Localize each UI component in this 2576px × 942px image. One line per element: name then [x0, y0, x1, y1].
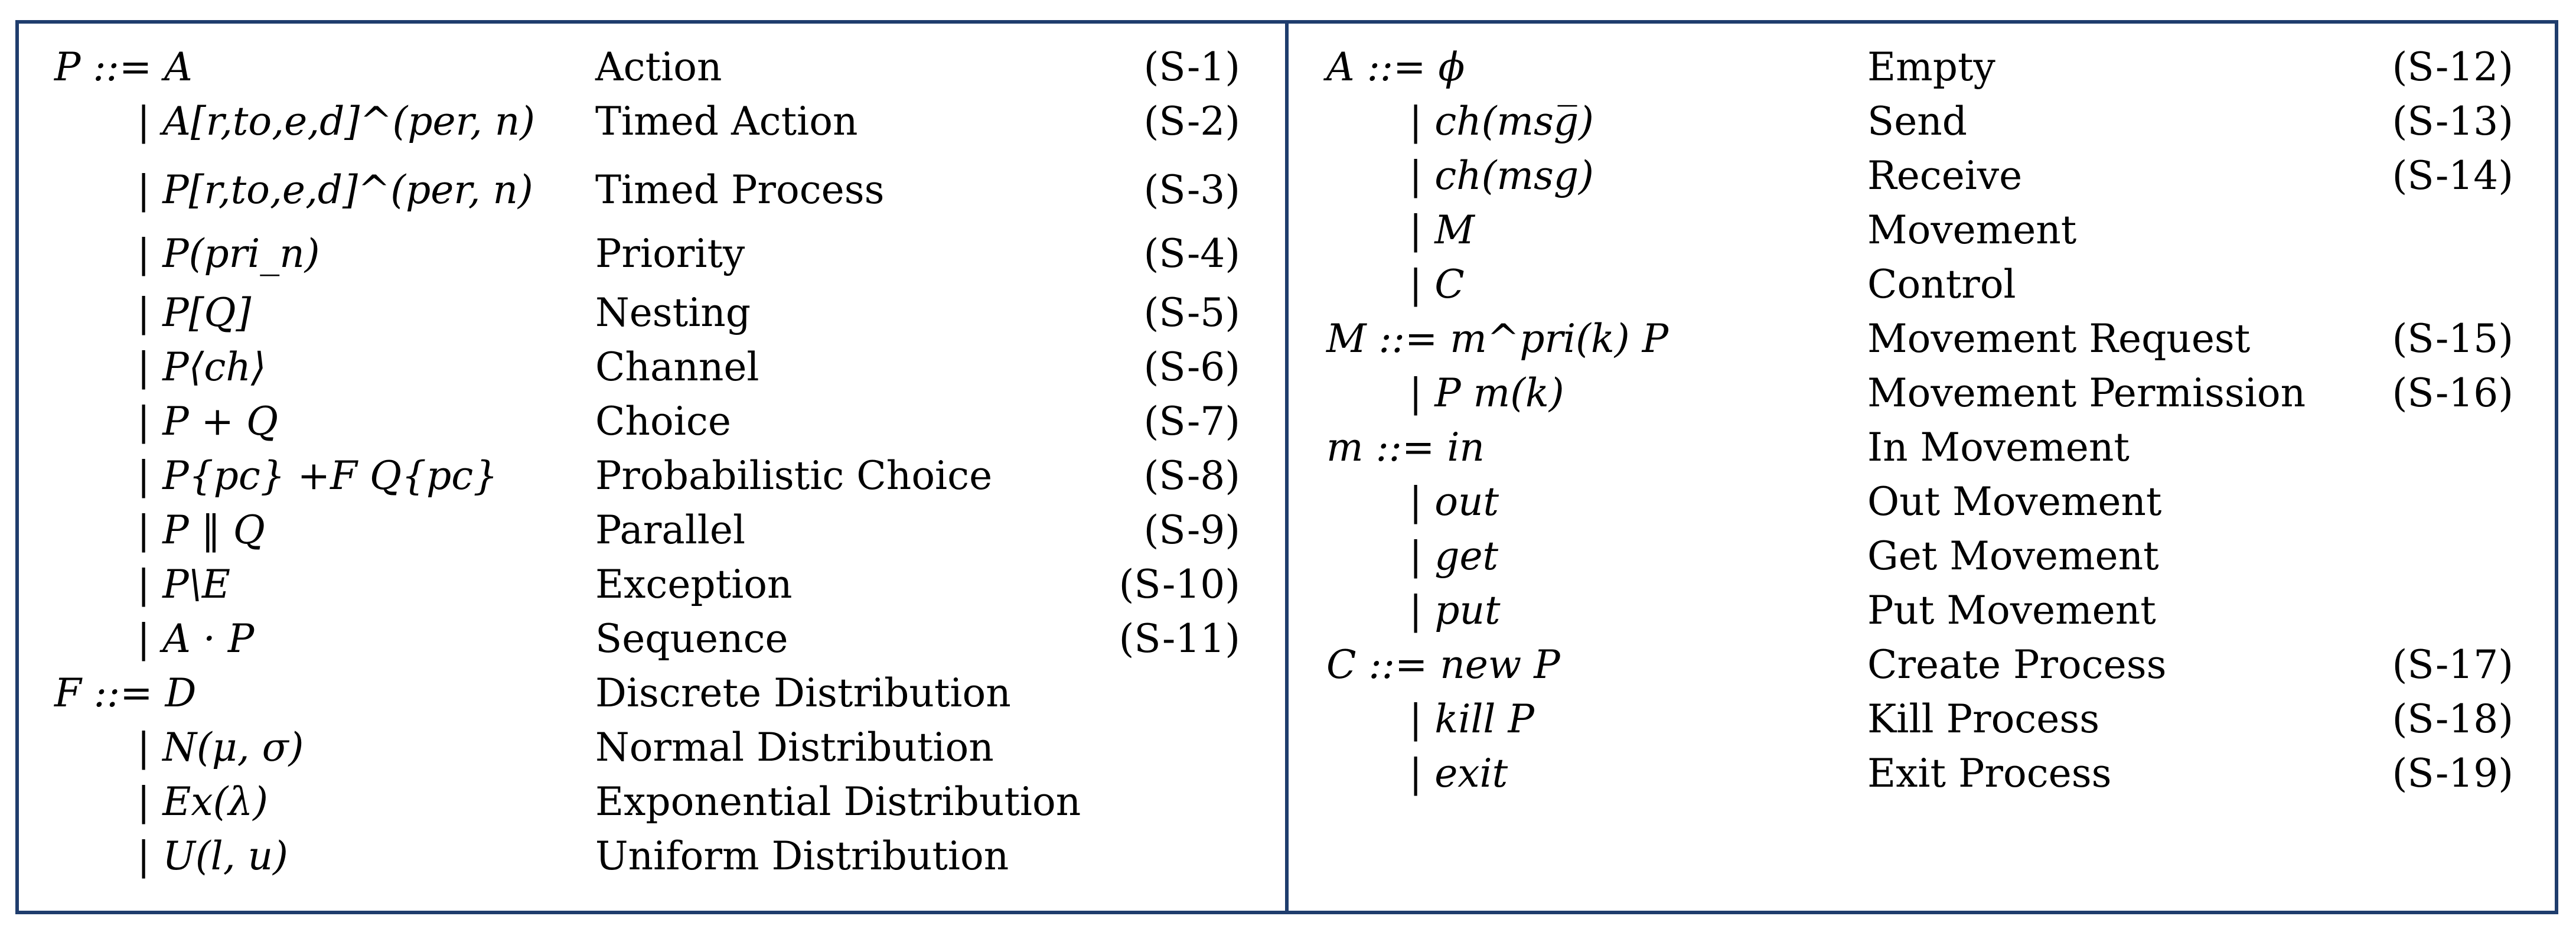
rule-description: Parallel [595, 507, 746, 553]
rule-description: Receive [1867, 153, 2023, 198]
rule-description: Create Process [1867, 642, 2167, 687]
rule-label: (S-9) [1143, 507, 1240, 553]
rule-label: (S-5) [1143, 290, 1240, 335]
rule-label: (S-3) [1143, 167, 1240, 213]
rule-description: Normal Distribution [595, 725, 994, 770]
grammar-expression: | P[Q] [137, 290, 252, 335]
rule-description: Out Movement [1867, 479, 2162, 524]
grammar-row [0, 475, 2576, 529]
grammar-expression: | P[r,to,e,d]^(per, n) [137, 167, 533, 213]
rule-description: Timed Action [595, 99, 858, 144]
grammar-expression: | P\E [137, 562, 231, 607]
rule-label: (S-2) [1143, 99, 1240, 144]
rule-label: (S-7) [1143, 399, 1240, 444]
rule-description: Action [595, 44, 722, 90]
rule-description: Choice [595, 399, 731, 444]
grammar-row [0, 638, 2576, 692]
grammar-row [0, 94, 2576, 149]
rule-label: (S-6) [1143, 344, 1240, 390]
grammar-row [0, 257, 2576, 312]
rule-label: (S-18) [2392, 696, 2513, 742]
grammar-row [0, 829, 2576, 884]
grammar-expression: | M [1409, 207, 1475, 253]
rule-description: Send [1867, 99, 1968, 144]
grammar-expression: | put [1409, 588, 1501, 633]
rule-label: (S-14) [2392, 153, 2513, 198]
rule-description: Exponential Distribution [595, 779, 1081, 824]
grammar-expression: | A · P [137, 616, 255, 661]
grammar-expression: | P{pc} +F Q{pc} [137, 453, 498, 498]
rule-description: Channel [595, 344, 759, 390]
rule-label: (S-1) [1143, 44, 1240, 90]
grammar-expression: | U(l, u) [137, 833, 288, 879]
grammar-expression: | C [1409, 262, 1465, 307]
grammar-row [0, 203, 2576, 257]
rule-description: Timed Process [595, 167, 885, 213]
grammar-expression: C ::= new P [1326, 642, 1560, 687]
rule-label: (S-4) [1143, 231, 1240, 276]
grammar-expression: | out [1409, 479, 1499, 524]
rule-description: In Movement [1867, 425, 2130, 470]
rule-description: Control [1867, 262, 2016, 307]
grammar-expression: | N(μ, σ) [137, 725, 304, 770]
grammar-expression: A ::= ϕ [1326, 44, 1465, 90]
grammar-expression: | kill P [1409, 696, 1534, 742]
rule-label: (S-13) [2392, 99, 2513, 144]
rule-description: Discrete Distribution [595, 670, 1011, 716]
rule-description: Priority [595, 231, 745, 276]
rule-label: (S-15) [2392, 316, 2513, 361]
grammar-expression: F ::= D [54, 670, 197, 716]
grammar-expression: | P + Q [137, 399, 278, 444]
grammar-expression: | A[r,to,e,d]^(per, n) [137, 99, 536, 144]
grammar-expression: | exit [1409, 751, 1508, 796]
rule-description: Exception [595, 562, 793, 607]
grammar-expression: | P⟨ch⟩ [137, 344, 266, 390]
grammar-row [0, 40, 2576, 94]
grammar-expression: | Ex(λ) [137, 779, 268, 824]
rule-description: Uniform Distribution [595, 833, 1009, 879]
rule-description: Get Movement [1867, 533, 2159, 579]
rule-description: Movement Request [1867, 316, 2251, 361]
grammar-expression: | P ‖ Q [137, 507, 265, 553]
grammar-expression: | get [1409, 533, 1499, 579]
rule-description: Put Movement [1867, 588, 2156, 633]
rule-label: (S-8) [1143, 453, 1240, 498]
rule-label: (S-11) [1119, 616, 1240, 661]
grammar-row [0, 149, 2576, 203]
grammar-row [0, 312, 2576, 366]
grammar-row [0, 366, 2576, 421]
grammar-row [0, 692, 2576, 747]
rule-label: (S-16) [2392, 370, 2513, 416]
rule-description: Nesting [595, 290, 751, 335]
grammar-expression: | ch(msg̅) [1409, 99, 1594, 144]
rule-label: (S-10) [1119, 562, 1240, 607]
rule-label: (S-12) [2392, 44, 2513, 90]
rule-description: Movement [1867, 207, 2077, 253]
grammar-expression: | ch(msg) [1409, 153, 1594, 198]
grammar-expression: | P(pri_n) [137, 231, 320, 276]
rule-description: Probabilistic Choice [595, 453, 993, 498]
grammar-row [0, 421, 2576, 475]
grammar-row [0, 529, 2576, 584]
grammar-expression: | P m(k) [1409, 370, 1564, 416]
grammar-row [0, 584, 2576, 638]
grammar-expression: m ::= in [1326, 425, 1485, 470]
rule-description: Sequence [595, 616, 788, 661]
rule-description: Exit Process [1867, 751, 2112, 796]
grammar-expression: P ::= A [54, 44, 193, 90]
rule-description: Kill Process [1867, 696, 2100, 742]
grammar-row [0, 747, 2576, 801]
rule-description: Movement Permission [1867, 370, 2306, 416]
rule-label: (S-17) [2392, 642, 2513, 687]
rule-label: (S-19) [2392, 751, 2513, 796]
grammar-expression: M ::= m^pri(k) P [1326, 316, 1668, 361]
rule-description: Empty [1867, 44, 1995, 90]
